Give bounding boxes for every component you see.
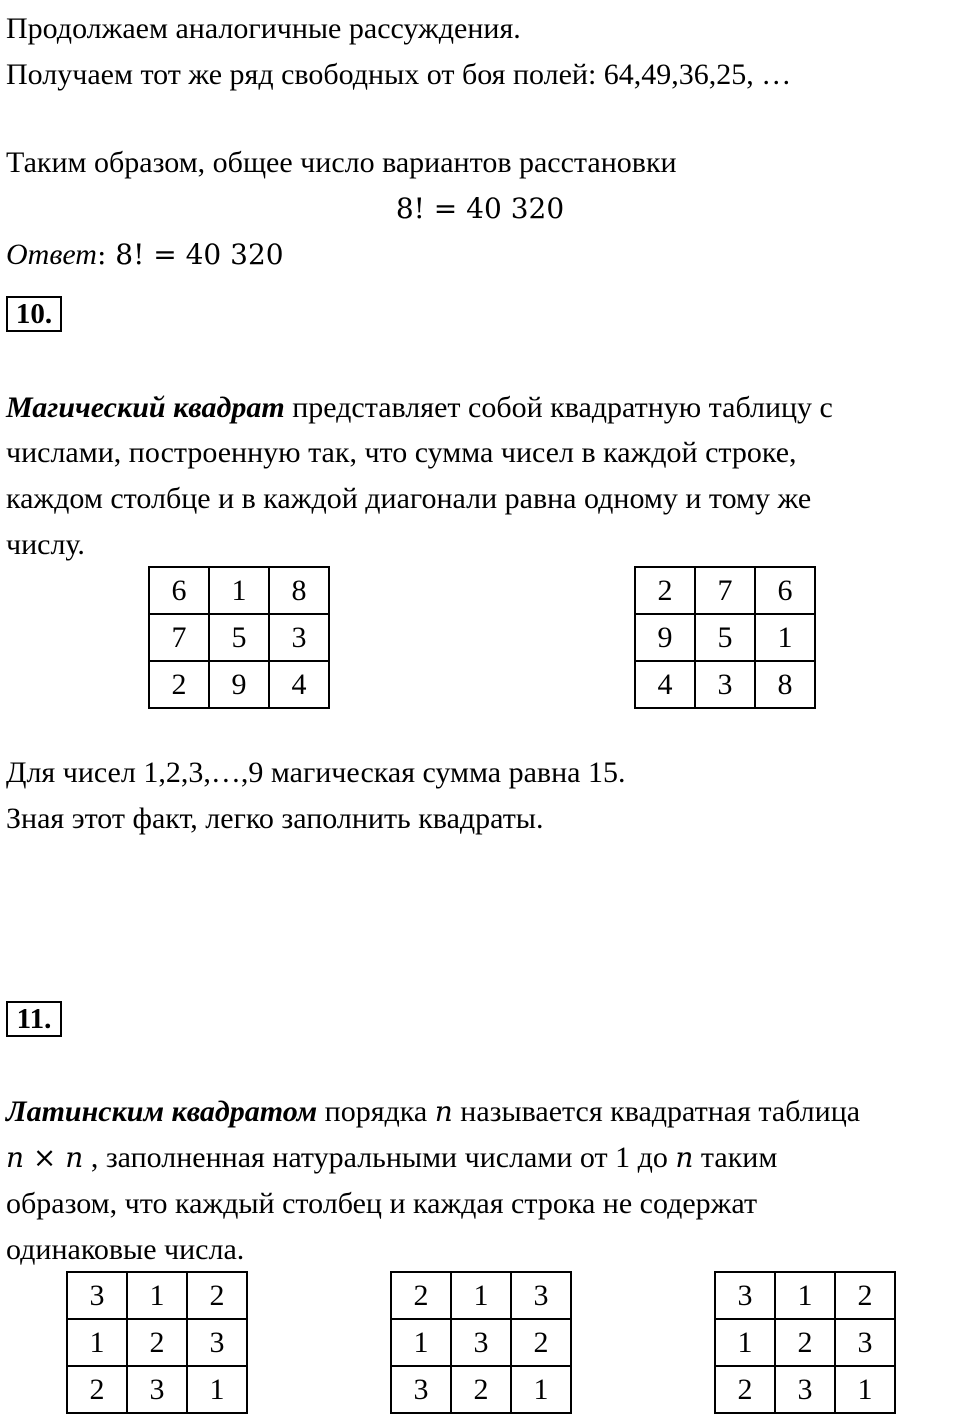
cell: 1 xyxy=(775,1272,835,1319)
cell: 5 xyxy=(209,614,269,661)
cell: 3 xyxy=(187,1319,247,1366)
cell: 1 xyxy=(209,567,269,614)
intro-line-1: Продолжаем аналогичные рассуждения. xyxy=(6,12,521,45)
magic-square-2 xyxy=(634,566,816,709)
p10-def-line-1 xyxy=(6,393,833,423)
cell: 2 xyxy=(67,1366,127,1413)
cell: 4 xyxy=(269,661,329,708)
p11-def-line-4: одинаковые числа. xyxy=(6,1233,245,1266)
p11-def-a: порядка xyxy=(317,1095,435,1128)
answer-value: : 8! = 40 320 xyxy=(96,238,284,271)
cell: 6 xyxy=(755,567,815,614)
cell: 1 xyxy=(187,1366,247,1413)
cell: 5 xyxy=(695,614,755,661)
p11-def-d: таким xyxy=(693,1141,778,1174)
p11-def-c: , заполненная натуральными числами от 1 до xyxy=(83,1141,676,1174)
cell: 2 xyxy=(149,661,209,708)
cell: 3 xyxy=(391,1366,451,1413)
cell: 2 xyxy=(187,1272,247,1319)
cell: 3 xyxy=(835,1319,895,1366)
p10-def-line-3: каждом столбце и в каждой диагонали равна одному и тому же xyxy=(6,482,812,515)
problem-number-11: 11. xyxy=(6,1001,62,1037)
cell: 1 xyxy=(715,1319,775,1366)
cell: 1 xyxy=(835,1366,895,1413)
p11-def-line-2 xyxy=(6,1143,777,1173)
p10-def-rest: представляет собой квадратную таблицу с xyxy=(284,391,833,424)
cell: 3 xyxy=(695,661,755,708)
cell: 2 xyxy=(127,1319,187,1366)
p11-n-symbol: n xyxy=(434,1095,453,1128)
latin-square-1 xyxy=(66,1271,248,1414)
magic-square-1 xyxy=(148,566,330,709)
cell: 6 xyxy=(149,567,209,614)
cell: 3 xyxy=(269,614,329,661)
cell: 2 xyxy=(511,1319,571,1366)
cell: 8 xyxy=(755,661,815,708)
formula: 8! = 40 320 xyxy=(395,192,565,225)
cell: 8 xyxy=(269,567,329,614)
cell: 1 xyxy=(451,1272,511,1319)
cell: 2 xyxy=(835,1272,895,1319)
cell: 7 xyxy=(695,567,755,614)
cell: 2 xyxy=(635,567,695,614)
cell: 7 xyxy=(149,614,209,661)
p11-nxn: n × n xyxy=(6,1141,84,1174)
cell: 1 xyxy=(127,1272,187,1319)
problem-number-10: 10. xyxy=(6,296,62,332)
p11-n-symbol-2: n xyxy=(675,1141,694,1174)
latin-square-3 xyxy=(714,1271,896,1414)
intro-line-2: Получаем тот же ряд свободных от боя полей: 64,49,36,25, … xyxy=(6,58,792,91)
p11-def-line-1 xyxy=(6,1097,860,1127)
cell: 3 xyxy=(67,1272,127,1319)
p10-term: Магический квадрат xyxy=(6,391,285,424)
p10-def-line-2: числами, построенную так, что сумма чисел в каждой строке, xyxy=(6,436,797,469)
answer-label: Ответ xyxy=(6,238,97,271)
p11-def-line-3: образом, что каждый столбец и каждая строка не содержат xyxy=(6,1187,758,1220)
cell: 3 xyxy=(127,1366,187,1413)
p10-def-line-4: числу. xyxy=(6,528,85,561)
p10-after-line-2: Зная этот факт, легко заполнить квадраты. xyxy=(6,802,544,835)
cell: 3 xyxy=(775,1366,835,1413)
cell: 2 xyxy=(775,1319,835,1366)
latin-square-2 xyxy=(390,1271,572,1414)
cell: 9 xyxy=(209,661,269,708)
p10-after-line-1: Для чисел 1,2,3,…,9 магическая сумма равна 15. xyxy=(6,756,626,789)
cell: 1 xyxy=(511,1366,571,1413)
cell: 3 xyxy=(511,1272,571,1319)
cell: 2 xyxy=(391,1272,451,1319)
cell: 1 xyxy=(391,1319,451,1366)
cell: 1 xyxy=(755,614,815,661)
cell: 2 xyxy=(451,1366,511,1413)
cell: 3 xyxy=(715,1272,775,1319)
cell: 4 xyxy=(635,661,695,708)
intro-line-3: Таким образом, общее число вариантов расстановки xyxy=(6,146,677,179)
p11-def-b: называется квадратная таблица xyxy=(452,1095,861,1128)
cell: 2 xyxy=(715,1366,775,1413)
p11-term: Латинским квадратом xyxy=(6,1095,318,1128)
cell: 3 xyxy=(451,1319,511,1366)
cell: 1 xyxy=(67,1319,127,1366)
cell: 9 xyxy=(635,614,695,661)
answer-line xyxy=(6,240,284,270)
